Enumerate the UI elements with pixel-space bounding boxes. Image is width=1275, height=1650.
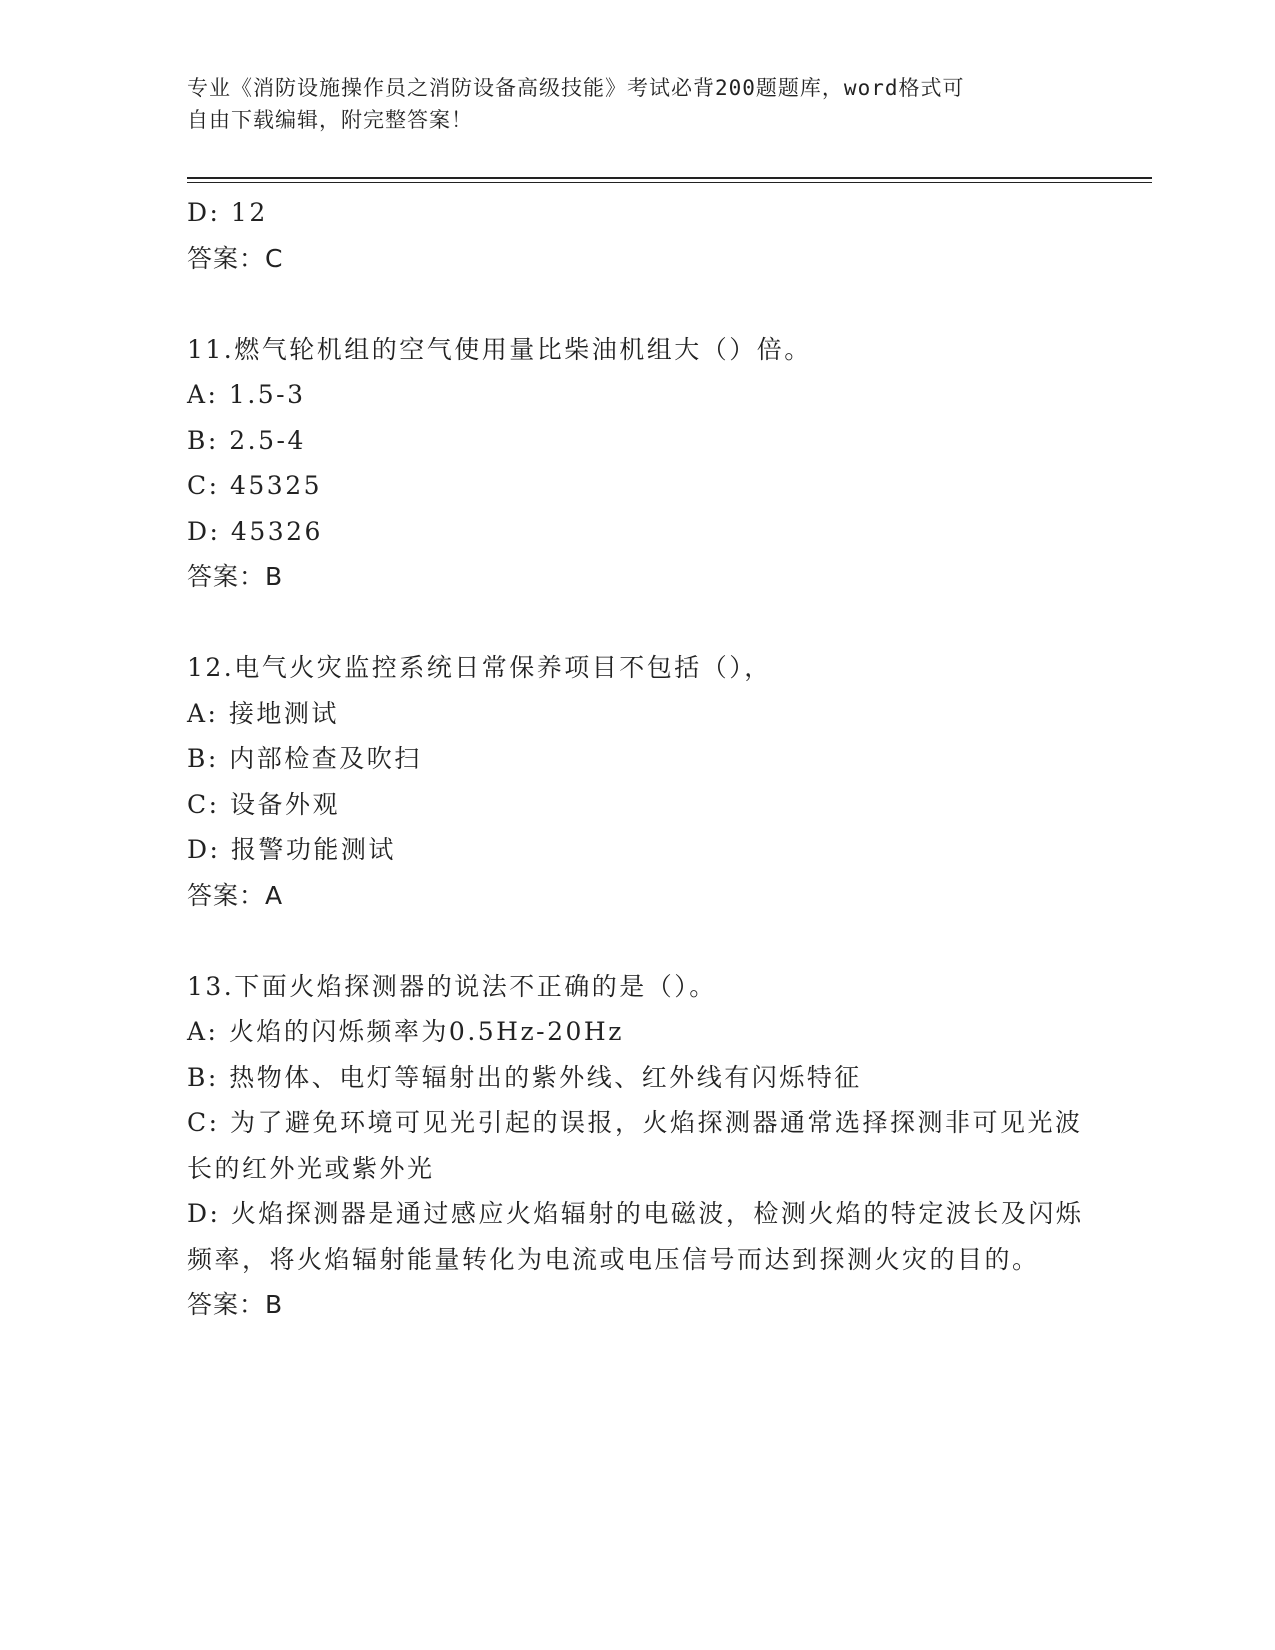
option-c: C: 45325	[187, 471, 323, 500]
header-title-line-1: 专业《消防设施操作员之消防设备高级技能》考试必背200题题库，word格式可	[187, 76, 965, 100]
spacer	[187, 281, 1087, 327]
option-c: C: 设备外观	[187, 789, 340, 819]
option-a: A: 接地测试	[187, 698, 339, 728]
spacer	[187, 918, 1087, 964]
answer: 答案：B	[187, 562, 284, 591]
option-b: B: 2.5-4	[187, 425, 306, 455]
question-content	[187, 190, 1087, 1328]
question-12	[187, 645, 1087, 918]
answer: 答案：A	[187, 880, 284, 910]
question-stem: 11.燃气轮机组的空气使用量比柴油机组大（）倍。	[187, 334, 812, 364]
option-d: D: 火焰探测器是通过感应火焰辐射的电磁波，检测火焰的特定波长及闪烁频率，将火焰辐射能量转化为电流或电压信号而达到探测火灾的目的。	[187, 1199, 1084, 1274]
option-b: B: 热物体、电灯等辐射出的紫外线、红外线有闪烁特征	[187, 1062, 862, 1092]
document-header	[187, 72, 1087, 136]
option-b: B: 内部检查及吹扫	[187, 744, 422, 773]
option-a: A: 1.5-3	[187, 380, 306, 409]
question-11	[187, 327, 1087, 600]
header-title-line-2: 自由下载编辑，附完整答案！	[187, 108, 473, 132]
question-13	[187, 964, 1087, 1328]
prev-answer: 答案：C	[187, 243, 284, 273]
option-c: C: 为了避免环境可见光引起的误报，火焰探测器通常选择探测非可见光波长的红外光或紫外光	[187, 1108, 1083, 1183]
spacer	[187, 600, 1087, 646]
prev-option-d: D: 12	[187, 198, 268, 227]
question-stem: 12.电气火灾监控系统日常保养项目不包括（），	[187, 653, 772, 682]
option-a: A: 火焰的闪烁频率为0.5Hz-20Hz	[187, 1017, 624, 1046]
question-stem: 13.下面火焰探测器的说法不正确的是（）。	[187, 971, 717, 1001]
option-d: D: 45326	[187, 516, 323, 546]
header-divider	[187, 177, 1152, 183]
answer: 答案：B	[187, 1290, 284, 1319]
option-d: D: 报警功能测试	[187, 835, 396, 864]
